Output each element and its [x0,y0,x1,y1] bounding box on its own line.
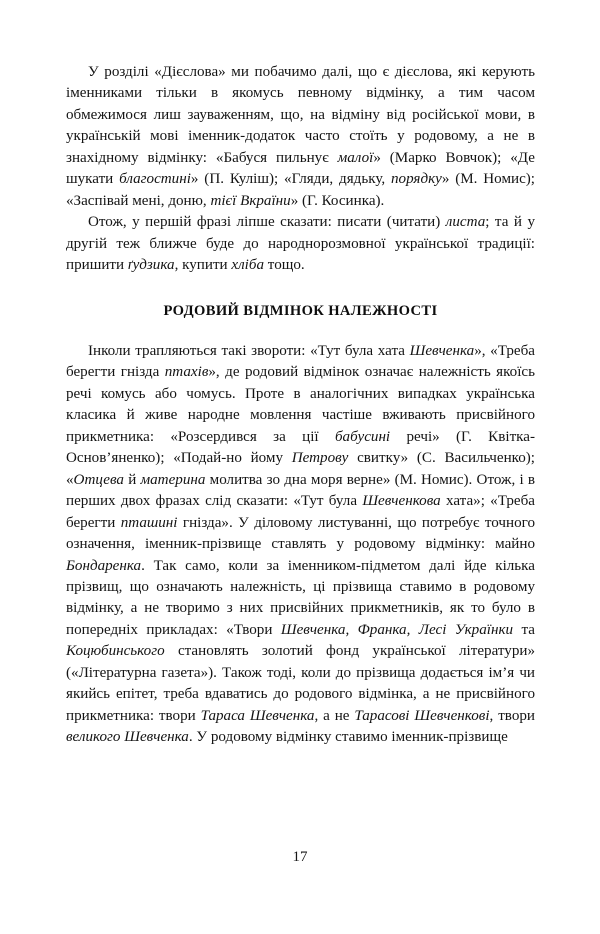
text-run: , купити [174,257,232,274]
emphasis-run: Отцева [73,471,124,488]
emphasis-run: Петрову [291,450,349,467]
text-run: » (Марко Вовчок); «Де шукати [66,149,535,188]
emphasis-run: Шевченкова [362,493,441,510]
text-run: становлять золотий фонд української літератури» («Літературна газета»). Також тоді, коли до прізвища додається ім’я чи якийсь епітет, треба вдаватись до родового відмінка, а не присвійного прикметника: твори [66,643,535,724]
text-run: тощо. [264,257,305,274]
emphasis-run: Бондаренка [66,557,142,574]
text-run: . У родовому відмінку ставимо іменник-прізвище [188,729,508,746]
emphasis-run: Шевченка, Франка, Лесі Українки [280,621,514,638]
text-run: й [123,471,141,488]
text-run: , а не [314,707,355,724]
emphasis-run: Коцюбинського [66,643,165,660]
text-run: Отож, у першій фразі ліпше сказати: писати (читати) [88,214,446,231]
heading-space-below [66,322,535,341]
heading-space-above [66,277,535,301]
text-run: Інколи трапляються такі звороти: «Тут була хата [88,342,410,359]
text-run: речі» (Г. Квітка-Основ’яненко); «Подай-но йому [66,428,535,467]
text-run: гнізда». У діловому листуванні, що потребує точного означення, іменник-прізвище ставлять у родовому відмінку: майно [66,514,535,553]
text-run: свитку» (С. Васильченко); « [66,450,535,488]
text-run: У розділі «Дієслова» ми побачимо далі, що є дієслова, які керують іменниками тільки в якомусь певному відмінку, а тим часом обмежимося лиш зауваженням, що, на відміну від російської мови, в українській мові іменник-додаток часто стоїть у родовому, а не в знахідному відмінку: «Бабуся пильнує [66,64,535,166]
paragraph-2 [66,212,535,276]
emphasis-run: бабусині [334,428,391,445]
emphasis-run: Тараса Шевченка [200,707,315,724]
paragraph-3 [66,341,535,749]
emphasis-run: птахів [164,364,209,381]
emphasis-run: благостині [119,171,191,188]
text-run: хата»; «Треба берегти [66,493,535,531]
emphasis-run: Тарасові Шевченкові [354,707,490,724]
text-run: » (П. Куліш); «Гляди, дядьку, [190,171,391,188]
emphasis-run: ґудзика [127,257,175,274]
text-run: молитва зо дна моря верне» (М. Номис). Отож, і в перших двох фразах слід сказати: «Тут була [66,471,535,510]
text-run: ; та й у другій теж ближче буде до народнорозмовної української традиції: пришити [66,214,536,274]
emphasis-run: хліба [231,257,265,274]
text-run: », де родовий відмінок означає належність якоїсь речі комусь або чомусь. Проте в аналогічних випадках українська класика й живе народне мовлення частіше вживають присвійного прикметника: «Розсердився за ції [66,364,535,445]
emphasis-run: малої [337,149,374,166]
emphasis-run: великого Шевченка [66,729,189,746]
emphasis-run: материна [140,471,206,488]
text-run: » (М. Номис); «Заспівай мені, доню, [66,171,535,209]
emphasis-run: листа [445,214,486,231]
page-number: 17 [292,849,308,865]
section-heading: РОДОВИЙ ВІДМІНОК НАЛЕЖНОСТІ [163,302,438,319]
text-run: та [513,621,535,638]
text-column [66,62,535,749]
emphasis-run: тієї Вкраїни [210,192,291,209]
paragraph-1 [66,62,535,212]
emphasis-run: пташині [120,514,178,531]
text-run: , твори [489,707,535,724]
emphasis-run: порядку [390,171,442,188]
text-run: » (Г. Косинка). [290,192,385,209]
text-run: », «Треба берегти гнізда [66,342,535,381]
text-run: . Так само, коли за іменником-підметом далі йде кілька прізвищ, що означають належність, ці прізвища ставимо в родовому відмінку, а не творимо з них присвійних прикметників, як то було в попередніх прикладах: «Твори [66,557,535,638]
emphasis-run: Шевченка [409,342,475,359]
